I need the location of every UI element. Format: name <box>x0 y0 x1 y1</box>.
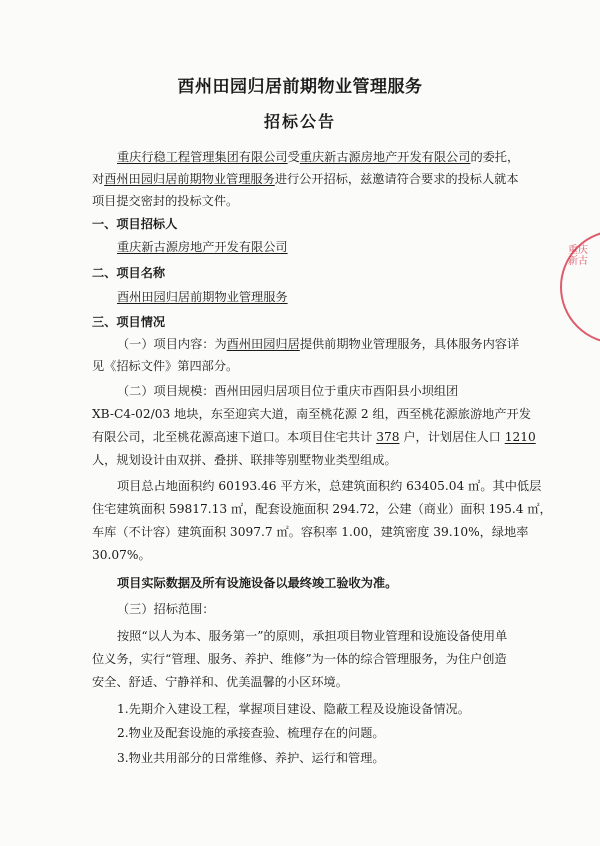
intro-line-1 <box>117 148 519 166</box>
scale-line-4: 人，规划设计由双拼、叠拼、联排等别墅物业类型组成。 <box>92 453 397 467</box>
scale-text: 户，计划居住人口 <box>399 430 505 444</box>
area-line-3: 车库（不计容）建筑面积 3097.7 ㎡。容积率 1.00，建筑密度 39.10%，绿地率 <box>92 525 529 539</box>
section-heading-project-info: 三、项目情况 <box>92 315 166 329</box>
content-project: 酉州田园归居 <box>226 337 300 351</box>
intro-text: 进行公开招标，兹邀请符合要求的投标人就本 <box>274 172 519 186</box>
area-line-4: 30.07%。 <box>92 548 151 562</box>
document-subtitle: 招标公告 <box>263 112 336 131</box>
content-line-2: 见《招标文件》第四部分。 <box>92 359 239 373</box>
scope-line-3: 安全、舒适、宁静祥和、优美温馨的小区环境。 <box>92 675 348 689</box>
content-line-1 <box>117 335 519 353</box>
seal-stamp-text: 重庆新古 <box>568 245 588 267</box>
scale-text: 有限公司，北至桃花源高速下道口。本项目住宅共计 <box>92 430 377 444</box>
agent-name: 重庆行稳工程管理集团有限公司 <box>117 150 288 164</box>
scope-item-1: 1.先期介入建设工程，掌握项目建设、隐蔽工程及设施设备情况。 <box>117 702 470 716</box>
client-name: 重庆新古源房地产开发有限公司 <box>299 150 471 164</box>
section-heading-bidder: 一、项目招标人 <box>92 217 178 231</box>
project-name: 酉州田园归居前期物业管理服务 <box>104 172 275 186</box>
intro-line-3: 项目提交密封的投标文件。 <box>92 194 239 208</box>
scale-line-1: （二）项目规模：酉州田园归居项目位于重庆市酉阳县小坝组团 <box>117 384 459 398</box>
final-data-note: 项目实际数据及所有设施设备以最终竣工验收为准。 <box>117 576 398 590</box>
intro-text: 的委托， <box>470 150 520 164</box>
area-line-2: 住宅建筑面积 59817.13 ㎡，配套设施面积 294.72，公建（商业）面积 195.4 ㎡， <box>92 502 552 516</box>
bidder-name: 重庆新古源房地产开发有限公司 <box>117 240 288 254</box>
intro-line-2 <box>92 170 519 188</box>
household-count: 378 <box>376 430 400 444</box>
scale-line-2: XB-C4-02/03 地块，东至迎宾大道，南至桃花源 2 组，西至桃花源旅游地产开发 <box>92 407 531 421</box>
scope-heading: （三）招标范围： <box>117 602 215 616</box>
content-text: 提供前期物业管理服务，具体服务内容详 <box>299 337 520 351</box>
intro-text: 对 <box>92 172 105 186</box>
scope-item-3: 3.物业共用部分的日常维修、养护、运行和管理。 <box>117 751 385 765</box>
document-title: 酉州田园归居前期物业管理服务 <box>177 77 423 97</box>
content-text: （一）项目内容：为 <box>117 337 227 351</box>
scale-line-3 <box>92 428 536 446</box>
area-line-1: 项目总占地面积约 60193.46 平方米，总建筑面积约 63405.04 ㎡。其中低层 <box>117 479 542 493</box>
scope-line-2: 位义务，实行“管理、服务、养护、维修”为一体的综合管理服务，为住户创造 <box>92 652 507 666</box>
scope-item-2: 2.物业及配套设施的承接查验、梳理存在的问题。 <box>117 726 385 740</box>
intro-text: 受 <box>287 150 300 164</box>
scope-line-1: 按照“以人为本、服务第一”的原则，承担项目物业管理和设施设备使用单 <box>117 629 508 643</box>
project-name-value: 酉州田园归居前期物业管理服务 <box>117 290 288 304</box>
population-count: 1210 <box>504 430 536 444</box>
section-heading-project-name: 二、项目名称 <box>92 266 166 280</box>
